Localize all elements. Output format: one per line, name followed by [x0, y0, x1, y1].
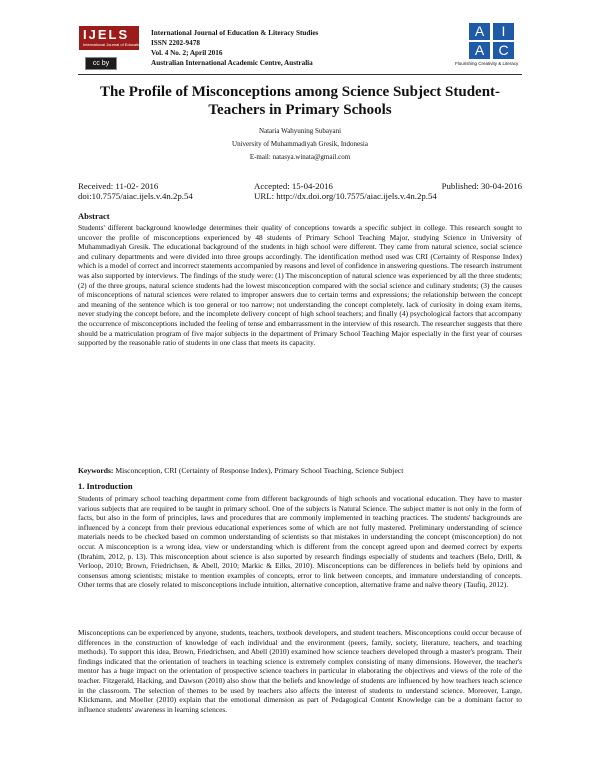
aiac-logo-letter: A [469, 23, 490, 40]
ijels-logo [79, 26, 143, 50]
abstract-text: Students' different background knowledge determines their quality of conceptions towards a specific subject in college. This research sought to uncover the profile of misconceptions experienced by 48 students of Primary School Teaching Major, studying Science in University of Muhammadiyah Gresik. The educational background of the students in high school were different. They came from natural science, social science and culinary departments and were divided into three groups accordingly. The identification method used was CRI (Certainty of Response Index) which is a model of correct and incorrect statements accompanied by reasons and level of confidence in answering questions. The research instrument was also supported by interviews. The findings of the study were: (1) The misconception of natural science was experienced by all the three students; (2) of the three groups, natural science students had the lowest misconception compared with the social science and culinary students; (3) the causes of misconceptions of natural sciences were related to improper answers due to certain terms and expressions; the relationship between the concept and meaning of the sentence which is too general or too narrow; not understanding the concept completely, lack of curiosity in doing exam items, never studying the concept before, and the incomplete delivery concept of high school teachers; and finally (4) psychological factors that accompany the occurrence of misconceptions included the feeling of tense and embarrassment in the interview of this research. The researcher suggests that there should be a matriculation program of five major subjects in the department of Primary School Teaching Major especially in the first year of courses supported by the reasonable ratio of students in one class that meets its capacity. [78, 223, 522, 348]
journal-issn: ISSN 2202-9478 [151, 39, 200, 47]
author-affiliation: University of Muhammadiyah Gresik, Indonesia [232, 140, 368, 148]
author-email[interactable]: E-mail: natasya.winata@gmail.com [249, 153, 351, 161]
abstract-heading: Abstract [78, 211, 110, 221]
ijels-logo-subtext: International Journal of Education [83, 42, 143, 47]
intro-paragraph-1: Students of primary school teaching department come from different backgrounds of high schools and vocational education. They have to master various subjects that are required to be taught in primary school. One of the subjects is Natural Science. The subject matter is not only in the form of facts, but also in the form of principles, laws and procedures that are commonly implemented in teaching practices. The students' backgrounds are influenced by a concept from their previous educational experiences some of which are not fully mastered. Preliminary understanding of science materials needs to be checked based on common understanding of scientists so that mistakes in understanding the concept (misconception) do not occur. A misconception is a wrong idea, view or understanding which is different from the concept agreed upon and deemed correct by experts (Ibrahim, 2012, p. 13). This misconception about science is also suported by research findings especially of students and teachers (Belo, Drill, & Verloop, 2010; Brown, Friedrichsen, & Abell, 2010; Markic & Eilks, 2010). Misconceptions can be differences in beliefs held by opinions and consensus among scientists; mistake to mention examples of concepts, error to link between concepts, and immature understanding of concepts. Other terms that are closely related to misconceptions include intuition, alternative conception, alternative frame and naïve theory (Taufiq, 2012). [78, 494, 522, 590]
aiac-logo-letter: I [493, 23, 514, 40]
article-title [80, 83, 520, 119]
keywords-list: Misconception, CRI (Certainty of Response Index), Primary School Teaching, Science Subject [113, 466, 404, 475]
accepted-date: Accepted: 15-04-2016 [254, 181, 333, 191]
author-name: Nataria Wahyuning Subayani [258, 127, 342, 135]
journal-info [151, 28, 318, 68]
aiac-logo [469, 23, 515, 59]
header-divider [78, 74, 522, 75]
cc-license-badge[interactable]: cc by [85, 57, 117, 70]
journal-publisher: Australian International Academic Centre, Australia [151, 59, 313, 67]
journal-name: International Journal of Education & Literacy Studies [151, 29, 319, 37]
aiac-logo-letter: C [493, 42, 514, 59]
keywords [78, 466, 522, 476]
aiac-logo-letter: A [469, 42, 490, 59]
received-date: Received: 11-02- 2016 [78, 181, 159, 191]
ijels-logo-text: IJELS [83, 27, 130, 42]
title-line-2: Teachers in Primary Schools [208, 102, 392, 118]
title-line-1: The Profile of Misconceptions among Science Subject Student- [99, 84, 501, 100]
published-date: Published: 30-04-2016 [441, 181, 522, 191]
aiac-tagline: Flourishing Creativity & Literacy [455, 61, 519, 66]
intro-paragraph-2: Misconceptions can be experienced by anyone, students, teachers, textbook developers, and student teachers. Misconceptions could occur because of differences in the construction of knowledge of each individual and the environment (peers, family, society, literature, teachers, and teaching methods). To support this idea, Brown, Friedrichsen, and Abell (2010) examined how science teachers developed through a master's program. Their findings indicated that the orientation of teachers in teaching science is extremely complex consisting of many dimensions. However, the teacher's mentor has a huge impact on the orientation of prospective science teachers in particular in elaborating the objectives and views of the role of the teacher. Fitzgerald, Hacking, and Dawson (2010) also show that the beliefs and knowledge of students are influenced by how teachers teach science in the classroom. The selection of themes to be used by teachers also affects the interest of students to understand science. Moreover, Lange, Klickmann, and Moeller (2010) explain that the emotional dimension as part of Pedagogical Content Knowledge can be a dominant factor to influence students' awareness in learning sciences. [78, 628, 522, 714]
doi[interactable]: doi:10.7575/aiac.ijels.v.4n.2p.54 [78, 191, 193, 201]
article-url[interactable]: URL: http://dx.doi.org/10.7575/aiac.ijels.v.4n.2p.54 [254, 191, 437, 201]
journal-volume: Vol. 4 No. 2; April 2016 [151, 49, 223, 57]
keywords-label: Keywords: [78, 466, 114, 475]
introduction-heading: 1. Introduction [78, 481, 133, 491]
author-block [80, 126, 520, 162]
